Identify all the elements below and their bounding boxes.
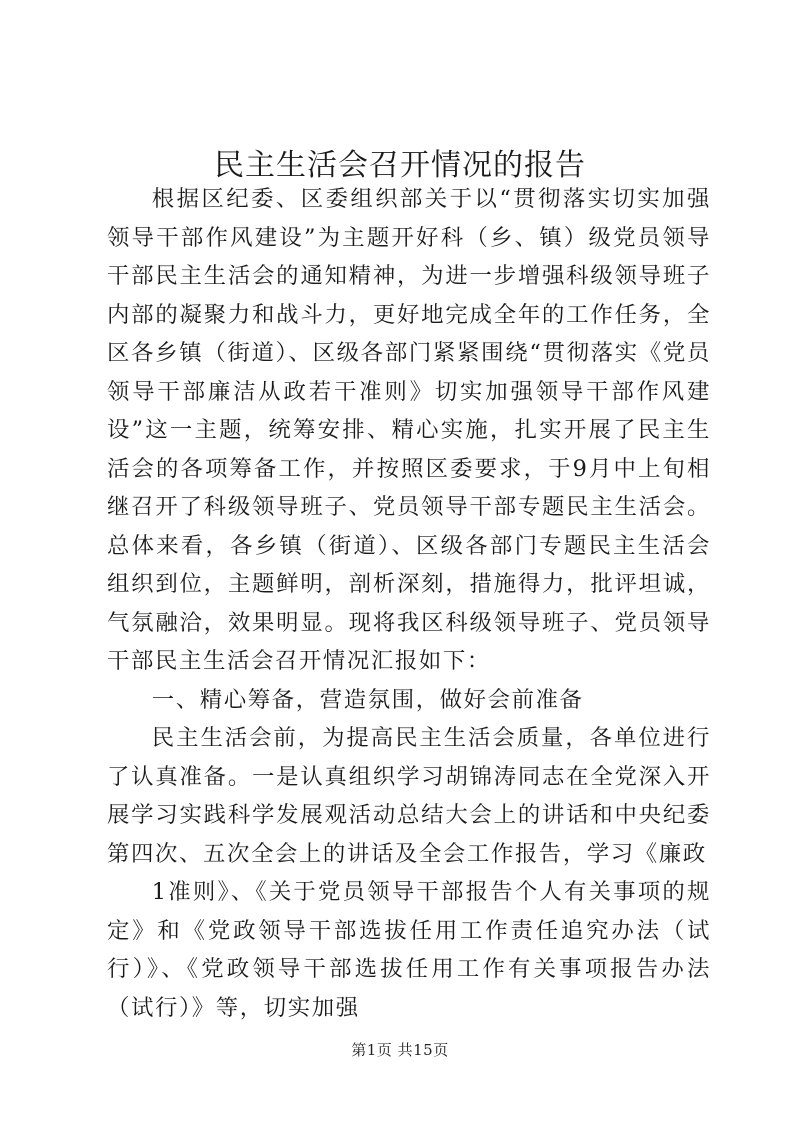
paragraph-preparation: 民主生活会前，为提高民主生活会质量，各单位进行了认真准备。一是认真组织学习胡锦涛同志在全党深入开展学习实践科学发展观活动总结大会上的讲话和中央纪委第四次、五次全会上的讲话及全会工作报告，学习《廉政 — [107, 725, 711, 867]
page-number-footer: 第1页 共15页 — [351, 1041, 449, 1059]
paragraph-regulations: 1准则》、《关于党员领导干部报告个人有关事项的规定》和《党政领导干部选拔任用工作责任追究办法（试行）》、《党政领导干部选拔任用工作有关事项报告办法（试行）》等，切实加强 — [107, 879, 711, 1021]
section-heading-1: 一、精心筹备，营造氛围，做好会前准备 — [151, 686, 584, 713]
document-body — [107, 180, 711, 1027]
paragraph-intro: 根据区纪委、区委组织部关于以“贯彻落实切实加强领导干部作风建设”为主题开好科（乡、镇）级党员领导干部民主生活会的通知精神，为进一步增强科级领导班子内部的凝聚力和战斗力，更好地完成全年的工作任务，全区各乡镇（街道）、区级各部门紧紧围绕“贯彻落实《党员领导干部廉洁从政若干准则》切实加强领导干部作风建设”这一主题，统筹安排、精心实施，扎实开展了民主生活会的各项筹备工作，并按照区委要求，于9月中上旬相继召开了科级领导班子、党员领导干部专题民主生活会。总体来看，各乡镇（街道）、区级各部门专题民主生活会组织到位，主题鲜明，剖析深刻，措施得力，批评坦诚，气氛融洽，效果明显。现将我区科级领导班子、党员领导干部民主生活会召开情况汇报如下： — [107, 186, 711, 674]
document-title: 民主生活会召开情况的报告 — [214, 148, 586, 183]
